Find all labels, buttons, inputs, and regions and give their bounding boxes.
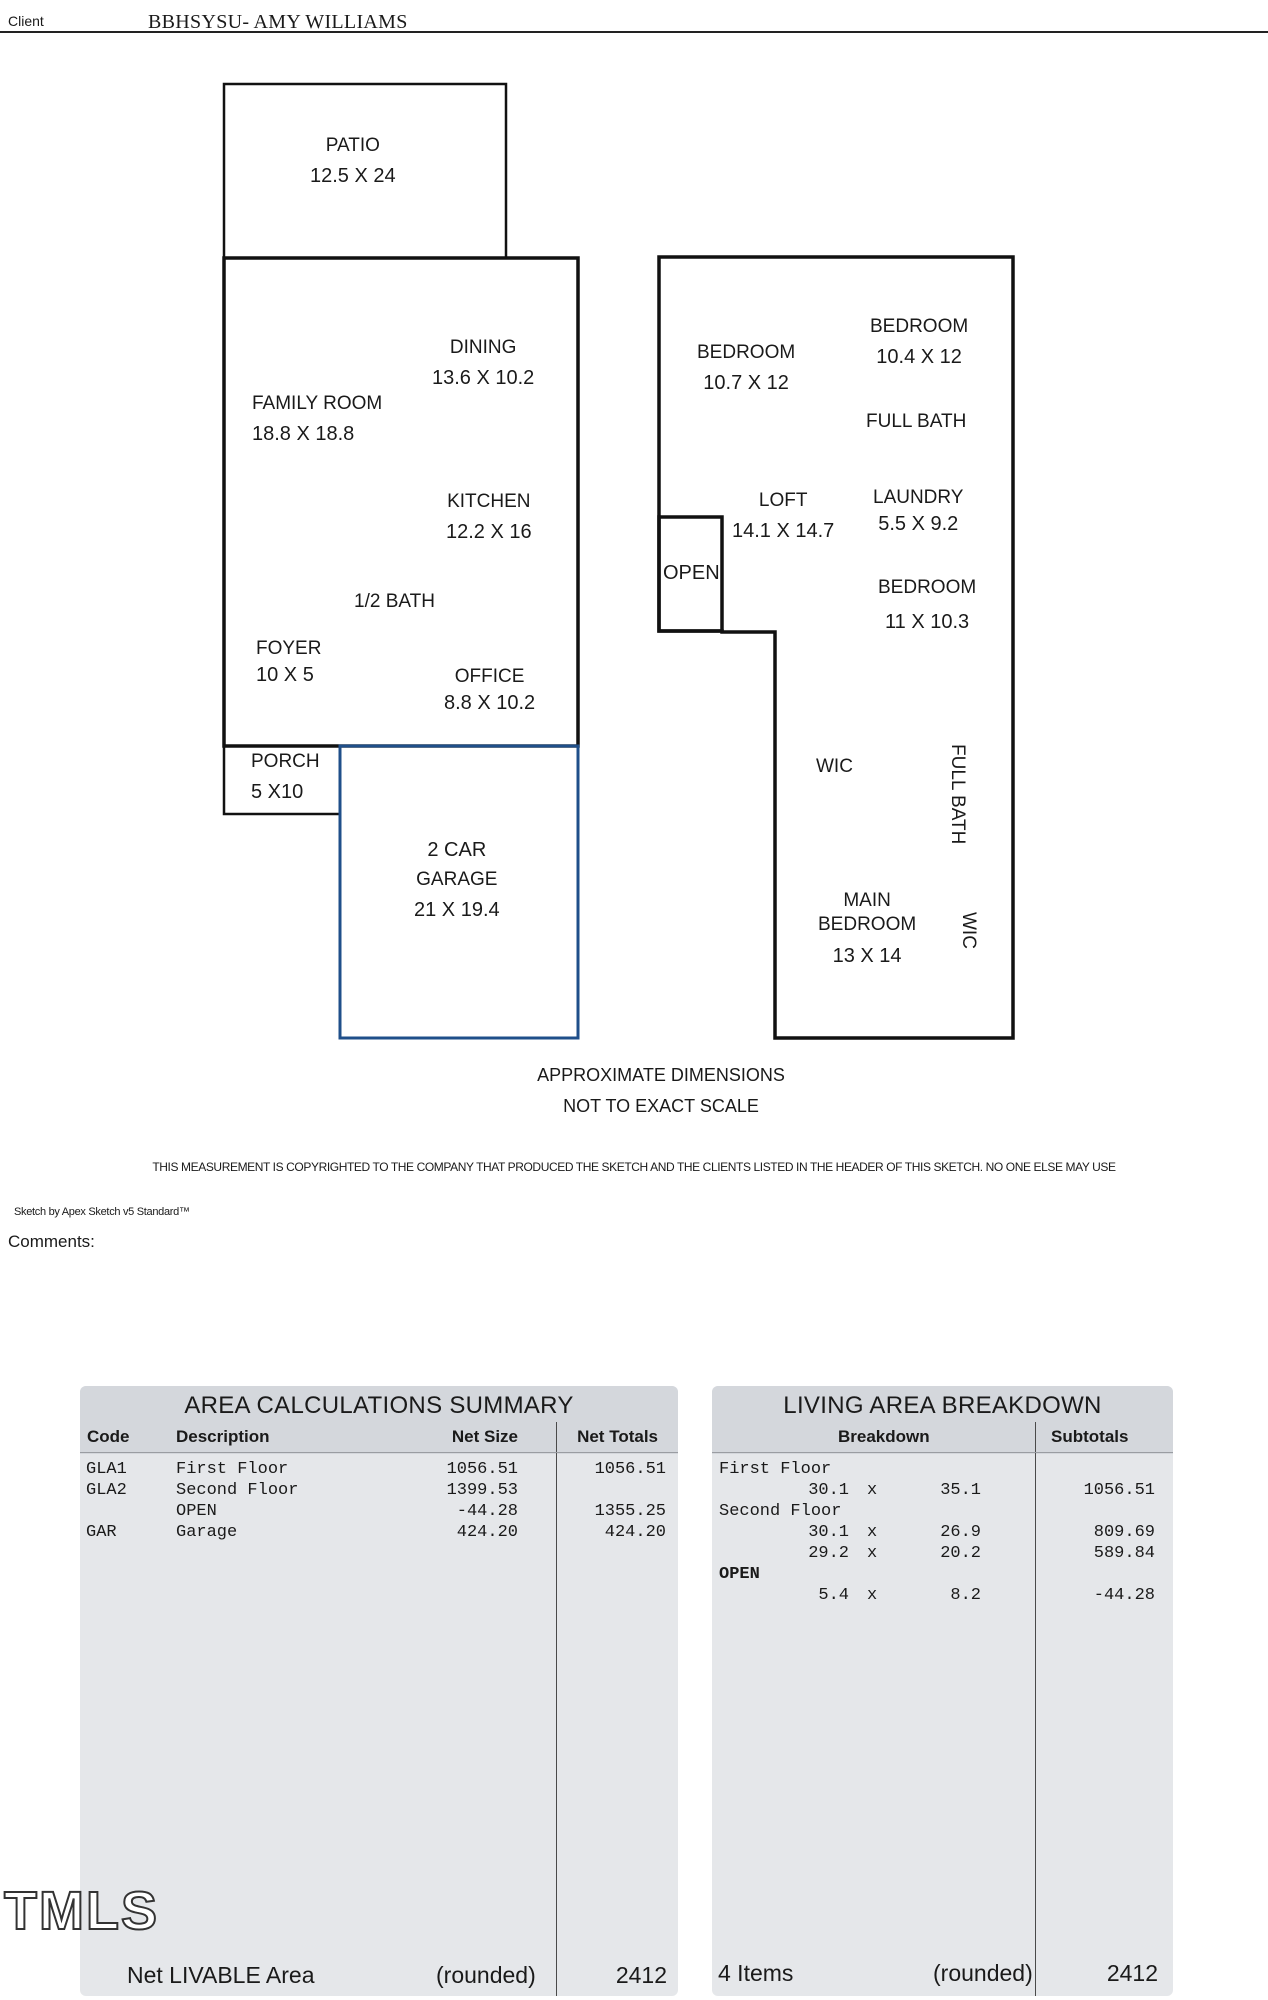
room-bedroom-4: BEDROOM 11 X 10.3 xyxy=(878,577,977,633)
room-full-bath-upper: FULL BATH xyxy=(866,411,967,432)
note-scale: NOT TO EXACT SCALE xyxy=(563,1096,759,1116)
room-bedroom-3: BEDROOM 10.4 X 12 xyxy=(870,316,969,368)
table-row: 30.1 x 35.1 1056.51 xyxy=(808,1481,1155,1500)
comments-label: Comments: xyxy=(8,1232,95,1251)
col-description: Description xyxy=(176,1427,270,1446)
net-livable-total: 2412 xyxy=(615,1962,667,1988)
summary-header-rule xyxy=(80,1452,678,1453)
table-row: GLA2 Second Floor 1399.53 xyxy=(86,1481,518,1500)
room-foyer: FOYER 10 X 5 xyxy=(256,638,322,686)
room-office: OFFICE 8.8 X 10.2 xyxy=(444,666,536,714)
net-livable-label: Net LIVABLE Area xyxy=(127,1962,315,1988)
room-kitchen: KITCHEN 12.2 X 16 xyxy=(446,491,532,543)
col-net-totals: Net Totals xyxy=(577,1427,658,1446)
room-laundry: LAUNDRY 5.5 X 9.2 xyxy=(873,487,964,535)
room-family: FAMILY ROOM 18.8 X 18.8 xyxy=(252,393,383,445)
table-row: 5.4 x 8.2 -44.28 xyxy=(818,1586,1155,1605)
table-row: GAR Garage 424.20 424.20 xyxy=(86,1523,666,1542)
col-net-size: Net Size xyxy=(451,1427,518,1446)
room-garage: 2 CAR GARAGE 21 X 19.4 xyxy=(414,839,500,921)
room-bedroom-2: BEDROOM 10.7 X 12 xyxy=(697,342,796,394)
room-wic-1: WIC xyxy=(816,756,853,777)
breakdown-rows xyxy=(719,1460,1159,1607)
section-label: First Floor xyxy=(719,1460,832,1479)
room-loft: LOFT 14.1 X 14.7 xyxy=(732,490,835,542)
summary-rows xyxy=(86,1460,666,1544)
sketch-credit: Sketch by Apex Sketch v5 Standard™ xyxy=(14,1206,190,1218)
room-half-bath: 1/2 BATH xyxy=(354,591,435,612)
area-summary-title: AREA CALCULATIONS SUMMARY xyxy=(184,1392,574,1419)
col-subtotals: Subtotals xyxy=(1051,1427,1129,1446)
breakdown-total: 2412 xyxy=(1106,1960,1158,1986)
copyright-notice: THIS MEASUREMENT IS COPYRIGHTED TO THE COMPANY THAT PRODUCED THE SKETCH AND THE CLIENTS LISTED IN THE HEADER OF THIS SKETCH. NO ONE ELSE MAY USE xyxy=(152,1160,1116,1174)
living-breakdown-title: LIVING AREA BREAKDOWN xyxy=(783,1392,1102,1419)
section-label: Second Floor xyxy=(719,1502,842,1521)
room-dining: DINING 13.6 X 10.2 xyxy=(432,337,535,389)
room-open: OPEN xyxy=(663,562,720,584)
breakdown-header-rule xyxy=(712,1452,1173,1453)
room-main-bedroom: MAIN BEDROOM 13 X 14 xyxy=(818,890,917,967)
client-name: BBHSYSU- AMY WILLIAMS xyxy=(148,11,408,33)
col-breakdown: Breakdown xyxy=(838,1427,930,1446)
room-porch: PORCH 5 X10 xyxy=(251,751,320,803)
table-row: GLA1 First Floor 1056.51 1056.51 xyxy=(86,1460,666,1479)
client-label: Client xyxy=(8,13,44,29)
section-label: OPEN xyxy=(719,1565,760,1584)
note-approximate: APPROXIMATE DIMENSIONS xyxy=(537,1065,785,1085)
breakdown-rounded-label: (rounded) xyxy=(933,1960,1033,1986)
room-full-bath-main: FULL BATH xyxy=(947,744,968,845)
summary-rounded-label: (rounded) xyxy=(436,1962,536,1988)
col-code: Code xyxy=(87,1427,130,1446)
table-row: OPEN -44.28 1355.25 xyxy=(176,1502,666,1521)
items-count: 4 Items xyxy=(718,1960,794,1986)
mls-logo: TMLS xyxy=(4,1881,159,1941)
table-row: 30.1 x 26.9 809.69 xyxy=(808,1523,1155,1542)
table-row: 29.2 x 20.2 589.84 xyxy=(808,1544,1155,1563)
room-wic-2: WIC xyxy=(958,912,979,949)
room-patio: PATIO 12.5 X 24 xyxy=(310,135,396,187)
